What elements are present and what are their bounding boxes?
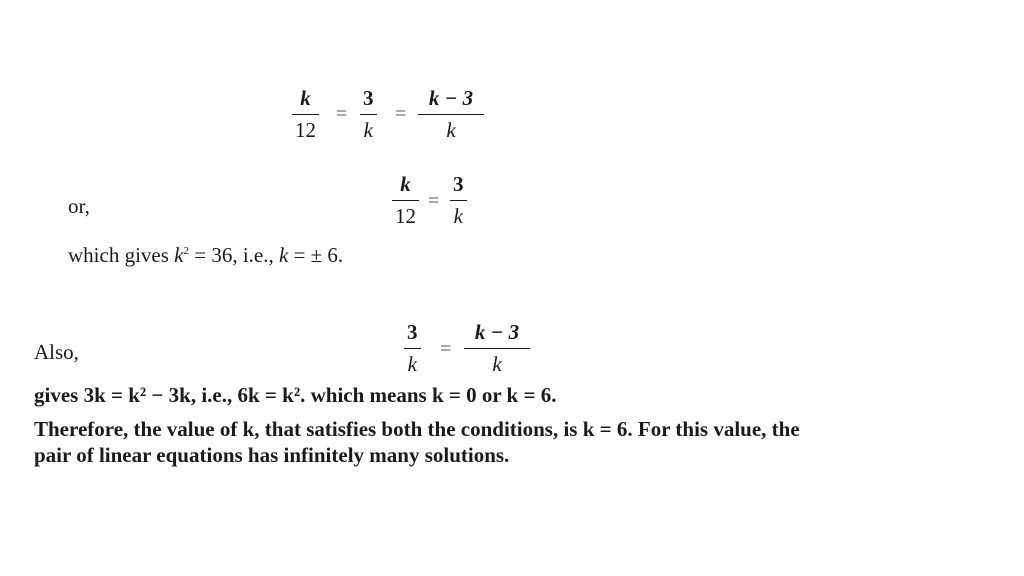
denominator: k bbox=[418, 114, 484, 141]
fraction-k-minus-3-over-k bbox=[464, 322, 530, 375]
equals-sign: = bbox=[428, 190, 440, 212]
fraction-k-over-12 bbox=[292, 88, 319, 141]
denominator: k bbox=[464, 348, 530, 375]
or-label: or, bbox=[68, 194, 90, 218]
fraction-3-over-k bbox=[404, 322, 421, 375]
denominator: 12 bbox=[292, 114, 319, 141]
gives-line-2: gives 3k = k² − 3k, i.e., 6k = k². which means k = 0 or k = 6. bbox=[34, 383, 557, 407]
equals-sign: = bbox=[395, 103, 407, 125]
gives-k-squared-line bbox=[68, 243, 343, 268]
equals-sign: = bbox=[336, 103, 348, 125]
fraction-k-minus-3-over-k bbox=[418, 88, 484, 141]
denominator: k bbox=[450, 200, 467, 227]
denominator: k bbox=[404, 348, 421, 375]
text-segment: which gives bbox=[68, 243, 175, 267]
denominator: k bbox=[360, 114, 377, 141]
text-segment: = 36, i.e., bbox=[188, 243, 279, 267]
also-label: Also, bbox=[34, 340, 79, 364]
numerator: 3 bbox=[363, 86, 374, 110]
fraction-3-over-k bbox=[450, 174, 467, 227]
numerator: k − 3 bbox=[474, 320, 520, 344]
numerator: k bbox=[300, 86, 311, 110]
fraction-3-over-k bbox=[360, 88, 377, 141]
conclusion-line-2: pair of linear equations has infinitely many solutions. bbox=[34, 443, 510, 467]
numerator: 3 bbox=[453, 172, 464, 196]
var-k: k bbox=[278, 243, 289, 267]
var-k: k bbox=[174, 243, 184, 267]
numerator: 3 bbox=[407, 320, 418, 344]
text-segment: = ± 6. bbox=[288, 243, 344, 267]
fraction-k-over-12 bbox=[392, 174, 419, 227]
exponent: 2 bbox=[183, 245, 189, 257]
equals-sign: = bbox=[440, 338, 452, 360]
denominator: 12 bbox=[392, 200, 419, 227]
conclusion-line-1: Therefore, the value of k, that satisfies both the conditions, is k = 6. For this value, the bbox=[34, 417, 800, 441]
numerator: k − 3 bbox=[428, 86, 474, 110]
numerator: k bbox=[400, 172, 411, 196]
